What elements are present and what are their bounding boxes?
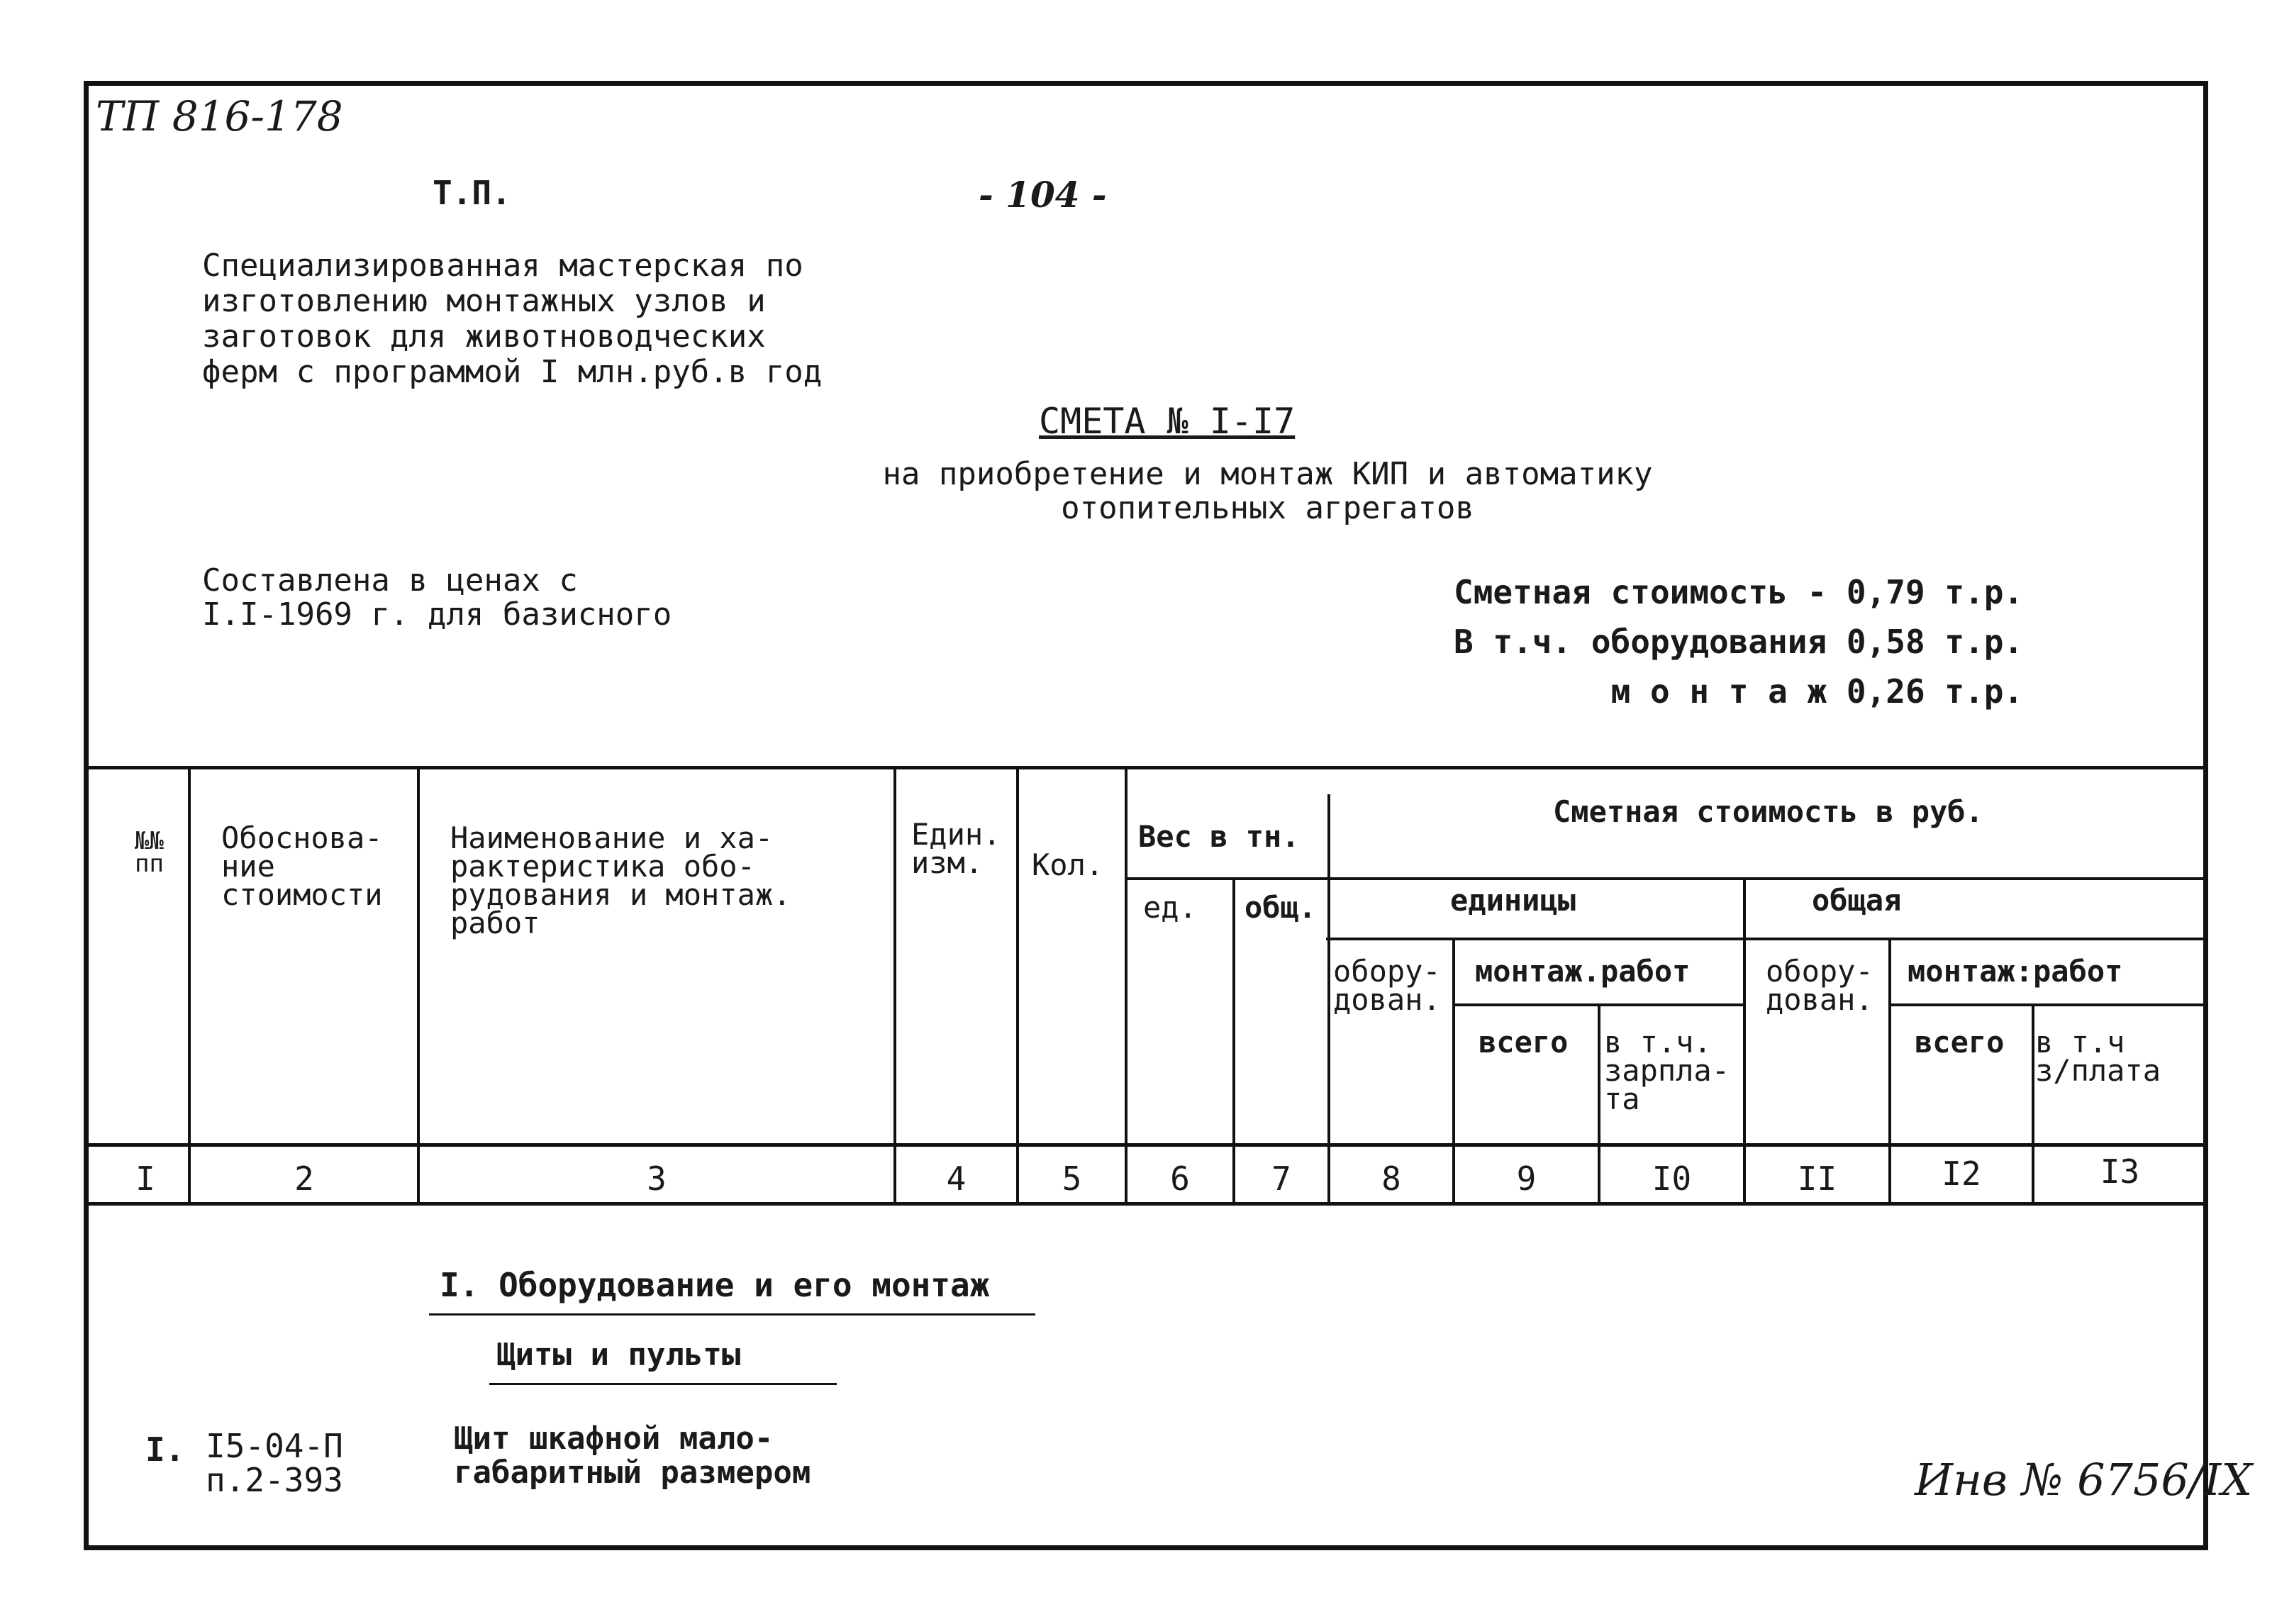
tp-label: Т.П. (433, 174, 511, 212)
header-weight-total: общ. (1245, 890, 1317, 925)
section-subtitle: Щиты и пульты (496, 1337, 741, 1373)
col-divider (1232, 879, 1235, 1202)
organization-block (202, 248, 822, 390)
section-subtitle-underline (489, 1383, 837, 1385)
organization-line: заготовок для животноводческих (202, 318, 766, 355)
organization-line: Специализированная мастерская по (202, 248, 803, 284)
col-divider (1743, 879, 1746, 1202)
header-unit: Един. изм. (911, 817, 1001, 880)
prices-note-line: I.I-1969 г. для базисного (202, 596, 672, 633)
column-number: 9 (1516, 1159, 1537, 1198)
header-mounting-total: монтаж:работ (1908, 954, 2123, 989)
weight-sub-border (1127, 877, 2205, 880)
header-weight: Вес в тн. (1138, 819, 1300, 854)
header-name: Наименование и ха- рактеристика обо- рудования и монтаж. работ (450, 821, 791, 940)
col-divider (1125, 766, 1127, 1202)
column-number: I (135, 1159, 155, 1198)
col-divider (893, 766, 896, 1206)
organization-line: ферм с программой I млн.руб.в год (202, 354, 823, 390)
header-incl-salary: в т.ч. зарпла- та (1604, 1025, 1730, 1116)
column-number: 8 (1381, 1159, 1401, 1198)
mounting-cost-label: м о н т а ж (1610, 672, 1827, 711)
organization-line: изготовлению монтажных узлов и (202, 283, 766, 319)
column-number: 2 (294, 1159, 314, 1198)
section-title-underline (429, 1313, 1035, 1316)
header-all: всего (1479, 1025, 1569, 1060)
smeta-title: СМЕТА № I-I7 (1039, 401, 1296, 442)
column-number: 5 (1062, 1159, 1082, 1198)
col-divider (188, 766, 191, 1202)
column-number: 6 (1170, 1159, 1190, 1198)
equipment-cost-value: 0,58 т.р. (1846, 623, 2024, 661)
header-qty: Кол. (1032, 847, 1104, 882)
col-divider (1016, 766, 1019, 1202)
header-equipment-total: обору- дован. (1766, 954, 1873, 1017)
smeta-subtitle (0, 457, 2294, 525)
column-number: I2 (1942, 1155, 1981, 1193)
total-cost-label: Сметная стоимость - (1454, 573, 1827, 611)
smeta-subtitle-line-2: отопительных агрегатов (1061, 490, 1474, 526)
header-basis: Обоснова- ние стоимости (221, 821, 383, 912)
header-cost: Сметная стоимость в руб. (1553, 794, 1983, 829)
column-number: I3 (2100, 1152, 2140, 1191)
cost-sub-border (1326, 938, 2205, 940)
col-divider (1327, 794, 1330, 1202)
column-number: 7 (1271, 1159, 1291, 1198)
mounting-cost-value: 0,26 т.р. (1846, 672, 2024, 711)
mounting-total-sub-border (1890, 1003, 2205, 1006)
header-num: №№ пп (135, 827, 164, 878)
header-cost-total: общая (1812, 883, 1902, 918)
mounting-cost-row (1454, 667, 2023, 716)
column-number: 4 (946, 1159, 967, 1198)
smeta-subtitle-line-1: на приобретение и монтаж КИП и автоматику (882, 456, 1653, 492)
col-divider (417, 766, 420, 1202)
inventory-number: Инв № 6756/IX (1915, 1454, 2253, 1506)
page-number: - 104 - (979, 174, 1107, 216)
section-title: I. Оборудование и его монтаж (440, 1266, 990, 1304)
document-code: ТП 816-178 (96, 92, 343, 140)
item-number: I. (145, 1430, 185, 1469)
header-incl-salary-total: в т.ч з/плата (2035, 1025, 2161, 1088)
total-cost-value: 0,79 т.р. (1846, 573, 2024, 611)
column-number: I0 (1652, 1159, 1692, 1198)
header-weight-unit: ед. (1143, 890, 1197, 925)
item-name: Щит шкафной мало- габаритный размером (454, 1420, 811, 1491)
prices-note (202, 564, 672, 632)
header-mounting: монтаж.работ (1475, 954, 1691, 989)
item-basis: I5-04-П п.2-393 (206, 1427, 343, 1499)
header-all-total: всего (1915, 1025, 2005, 1060)
table-numbers-bottom-border (89, 1202, 2205, 1206)
header-cost-unit: единицы (1450, 883, 1576, 918)
equipment-cost-label: В т.ч. оборудования (1454, 623, 1827, 661)
prices-note-line: Составлена в ценах с (202, 562, 578, 599)
header-equipment: обору- дован. (1333, 954, 1441, 1017)
total-cost-row (1454, 567, 2023, 617)
column-number: II (1797, 1159, 1837, 1198)
table-top-border (89, 766, 2205, 769)
column-number: 3 (647, 1159, 667, 1198)
equipment-cost-row (1454, 617, 2023, 667)
cost-summary (1454, 567, 2023, 716)
